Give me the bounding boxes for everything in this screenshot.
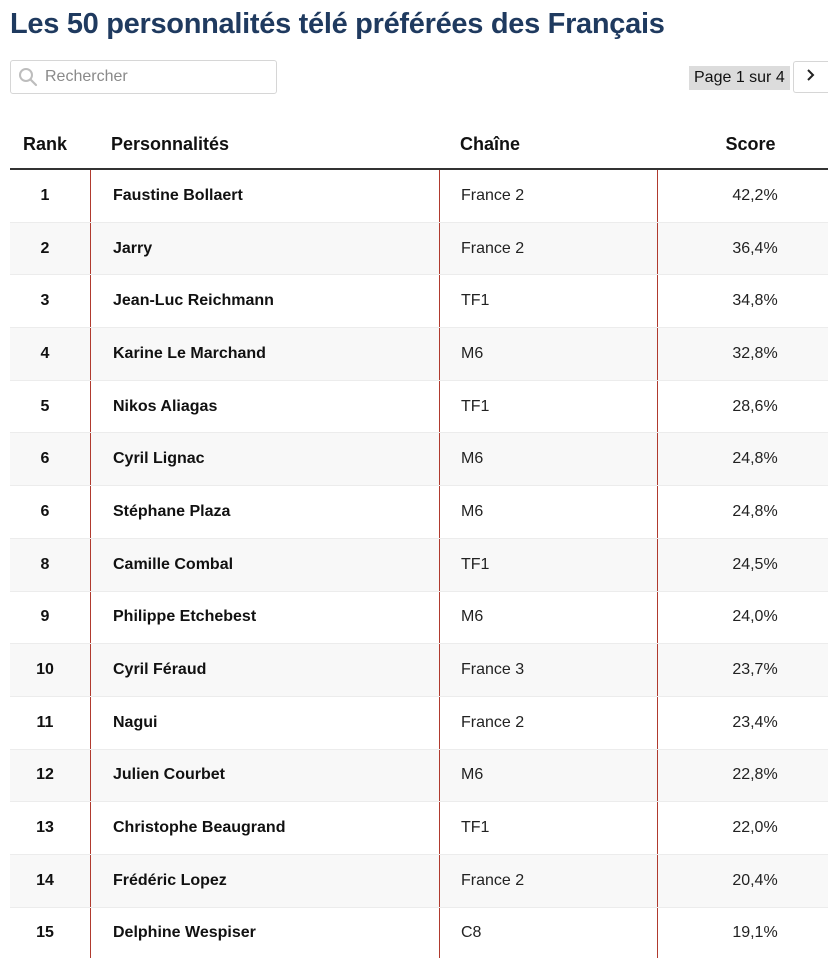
- name-cell: Cyril Lignac: [90, 433, 439, 485]
- channel-cell: TF1: [439, 275, 657, 327]
- table-row: [10, 592, 828, 645]
- table-row: [10, 697, 828, 750]
- table-row: [10, 539, 828, 592]
- table-header: [10, 120, 828, 170]
- score-cell: 22,8%: [657, 750, 828, 802]
- table-row: [10, 170, 828, 223]
- channel-cell: France 2: [439, 223, 657, 275]
- rank-cell: 6: [40, 450, 50, 468]
- header-name[interactable]: Personnalités: [111, 133, 230, 154]
- channel-cell: TF1: [439, 539, 657, 591]
- table-row: [10, 381, 828, 434]
- rank-cell: 11: [36, 713, 54, 731]
- channel-cell: M6: [439, 328, 657, 380]
- rank-cell: 5: [40, 397, 50, 415]
- page-title: Les 50 personnalités télé préférées des Français: [10, 8, 665, 40]
- name-cell: Jean-Luc Reichmann: [90, 275, 439, 327]
- name-cell: Julien Courbet: [90, 750, 439, 802]
- score-cell: 19,1%: [657, 908, 828, 958]
- score-cell: 36,4%: [657, 223, 828, 275]
- score-cell: 23,7%: [657, 644, 828, 696]
- channel-cell: France 3: [439, 644, 657, 696]
- channel-cell: M6: [439, 750, 657, 802]
- header-score[interactable]: Score: [725, 133, 776, 154]
- name-cell: Philippe Etchebest: [90, 592, 439, 644]
- next-page-button[interactable]: [793, 61, 828, 93]
- channel-cell: M6: [439, 592, 657, 644]
- score-cell: 24,5%: [657, 539, 828, 591]
- name-cell: Delphine Wespiser: [90, 908, 439, 958]
- table-row: [10, 750, 828, 803]
- search-box[interactable]: [10, 60, 277, 94]
- chevron-right-icon: [805, 68, 817, 87]
- rank-cell: 14: [36, 871, 54, 889]
- name-cell: Camille Combal: [90, 539, 439, 591]
- rank-cell: 2: [40, 239, 50, 257]
- channel-cell: M6: [439, 486, 657, 538]
- search-input[interactable]: [45, 62, 270, 92]
- rank-cell: 8: [40, 555, 50, 573]
- rank-cell: 3: [40, 292, 50, 310]
- score-cell: 28,6%: [657, 381, 828, 433]
- header-rank[interactable]: Rank: [22, 133, 67, 154]
- rank-cell: 1: [40, 186, 50, 204]
- channel-cell: France 2: [439, 170, 657, 222]
- table-row: [10, 855, 828, 908]
- name-cell: Faustine Bollaert: [90, 170, 439, 222]
- name-cell: Jarry: [90, 223, 439, 275]
- channel-cell: TF1: [439, 802, 657, 854]
- channel-cell: M6: [439, 433, 657, 485]
- table-row: [10, 802, 828, 855]
- channel-cell: France 2: [439, 855, 657, 907]
- rank-cell: 12: [36, 766, 54, 784]
- table-row: [10, 223, 828, 276]
- rank-cell: 4: [40, 344, 50, 362]
- name-cell: Christophe Beaugrand: [90, 802, 439, 854]
- ranking-table: [10, 120, 828, 958]
- name-cell: Frédéric Lopez: [90, 855, 439, 907]
- name-cell: Cyril Féraud: [90, 644, 439, 696]
- score-cell: 34,8%: [657, 275, 828, 327]
- score-cell: 24,8%: [657, 486, 828, 538]
- table-row: [10, 275, 828, 328]
- score-cell: 22,0%: [657, 802, 828, 854]
- rank-cell: 6: [40, 502, 50, 520]
- table-row: [10, 486, 828, 539]
- channel-cell: TF1: [439, 381, 657, 433]
- name-cell: Nagui: [90, 697, 439, 749]
- rank-cell: 15: [36, 924, 54, 942]
- rank-cell: 13: [36, 819, 54, 837]
- name-cell: Nikos Aliagas: [90, 381, 439, 433]
- name-cell: Stéphane Plaza: [90, 486, 439, 538]
- score-cell: 24,0%: [657, 592, 828, 644]
- table-row: [10, 908, 828, 958]
- search-icon: [11, 60, 45, 94]
- rank-cell: 10: [36, 661, 54, 679]
- score-cell: 32,8%: [657, 328, 828, 380]
- channel-cell: C8: [439, 908, 657, 958]
- table-body: [10, 170, 828, 958]
- score-cell: 23,4%: [657, 697, 828, 749]
- table-row: [10, 433, 828, 486]
- score-cell: 24,8%: [657, 433, 828, 485]
- header-channel[interactable]: Chaîne: [460, 133, 521, 154]
- page-indicator: Page 1 sur 4: [689, 66, 790, 90]
- score-cell: 42,2%: [657, 170, 828, 222]
- channel-cell: France 2: [439, 697, 657, 749]
- rank-cell: 9: [40, 608, 50, 626]
- name-cell: Karine Le Marchand: [90, 328, 439, 380]
- table-row: [10, 328, 828, 381]
- score-cell: 20,4%: [657, 855, 828, 907]
- table-row: [10, 644, 828, 697]
